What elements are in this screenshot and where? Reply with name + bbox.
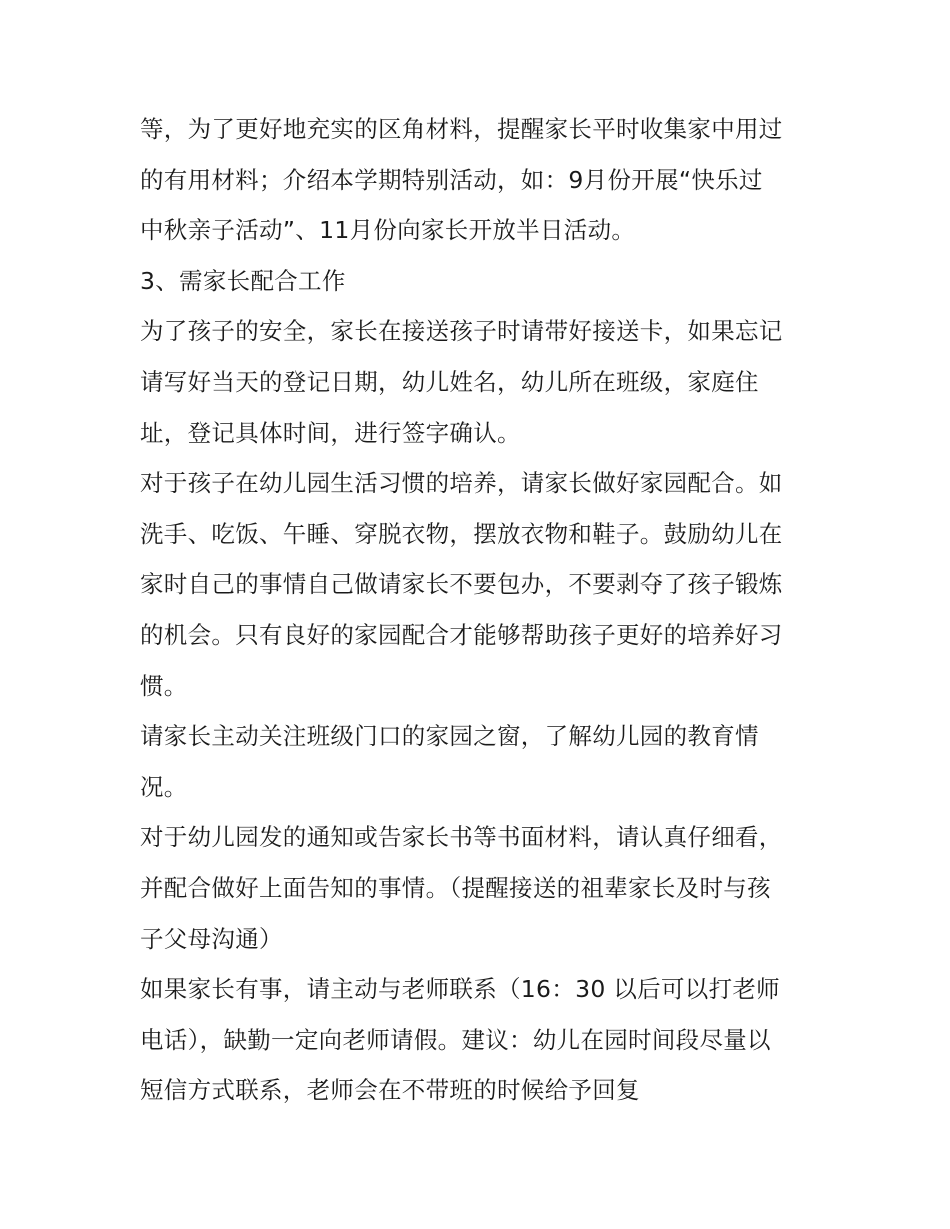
text-line: 子父母沟通） [140, 924, 283, 953]
text-line: 洗手、吃饭、午睡、穿脱衣物，摆放衣物和鞋子。鼓励幼儿在 [140, 519, 783, 548]
text-line: 为了孩子的安全，家长在接送孩子时请带好接送卡，如果忘记 [140, 317, 783, 346]
text-line: 惯。 [140, 671, 188, 700]
text-line: 如果家长有事，请主动与老师联系（16：30 以后可以打老师 [140, 975, 780, 1004]
text-line: 址，登记具体时间，进行签字确认。 [140, 418, 521, 447]
text-line: 电话），缺勤一定向老师请假。建议：幼儿在园时间段尽量以 [140, 1025, 771, 1054]
text-line: 请写好当天的登记日期，幼儿姓名，幼儿所在班级，家庭住 [140, 367, 759, 396]
text-line: 家时自己的事情自己做请家长不要包办，不要剥夺了孩子锻炼 [140, 570, 783, 599]
text-line: 中秋亲子活动”、11月份向家长开放半日活动。 [140, 216, 636, 245]
text-line: 况。 [140, 772, 188, 801]
text-line: 短信方式联系，老师会在不带班的时候给予回复 [140, 1076, 640, 1105]
section-heading: 3、需家长配合工作 [140, 266, 346, 295]
document-body [140, 104, 820, 1116]
text-line: 对于孩子在幼儿园生活习惯的培养，请家长做好家园配合。如 [140, 469, 783, 498]
text-line: 等，为了更好地充实的区角材料，提醒家长平时收集家中用过 [140, 115, 783, 143]
text-line: 请家长主动关注班级门口的家园之窗，了解幼儿园的教育情 [140, 722, 759, 751]
text-line: 并配合做好上面告知的事情。（提醒接送的祖辈家长及时与孩 [140, 873, 771, 902]
text-line: 的机会。只有良好的家园配合才能够帮助孩子更好的培养好习 [140, 620, 783, 649]
text-line: 对于幼儿园发的通知或告家长书等书面材料，请认真仔细看， [140, 823, 783, 852]
text-line: 的有用材料；介绍本学期特别活动，如：9月份开展“快乐过 [140, 165, 763, 194]
